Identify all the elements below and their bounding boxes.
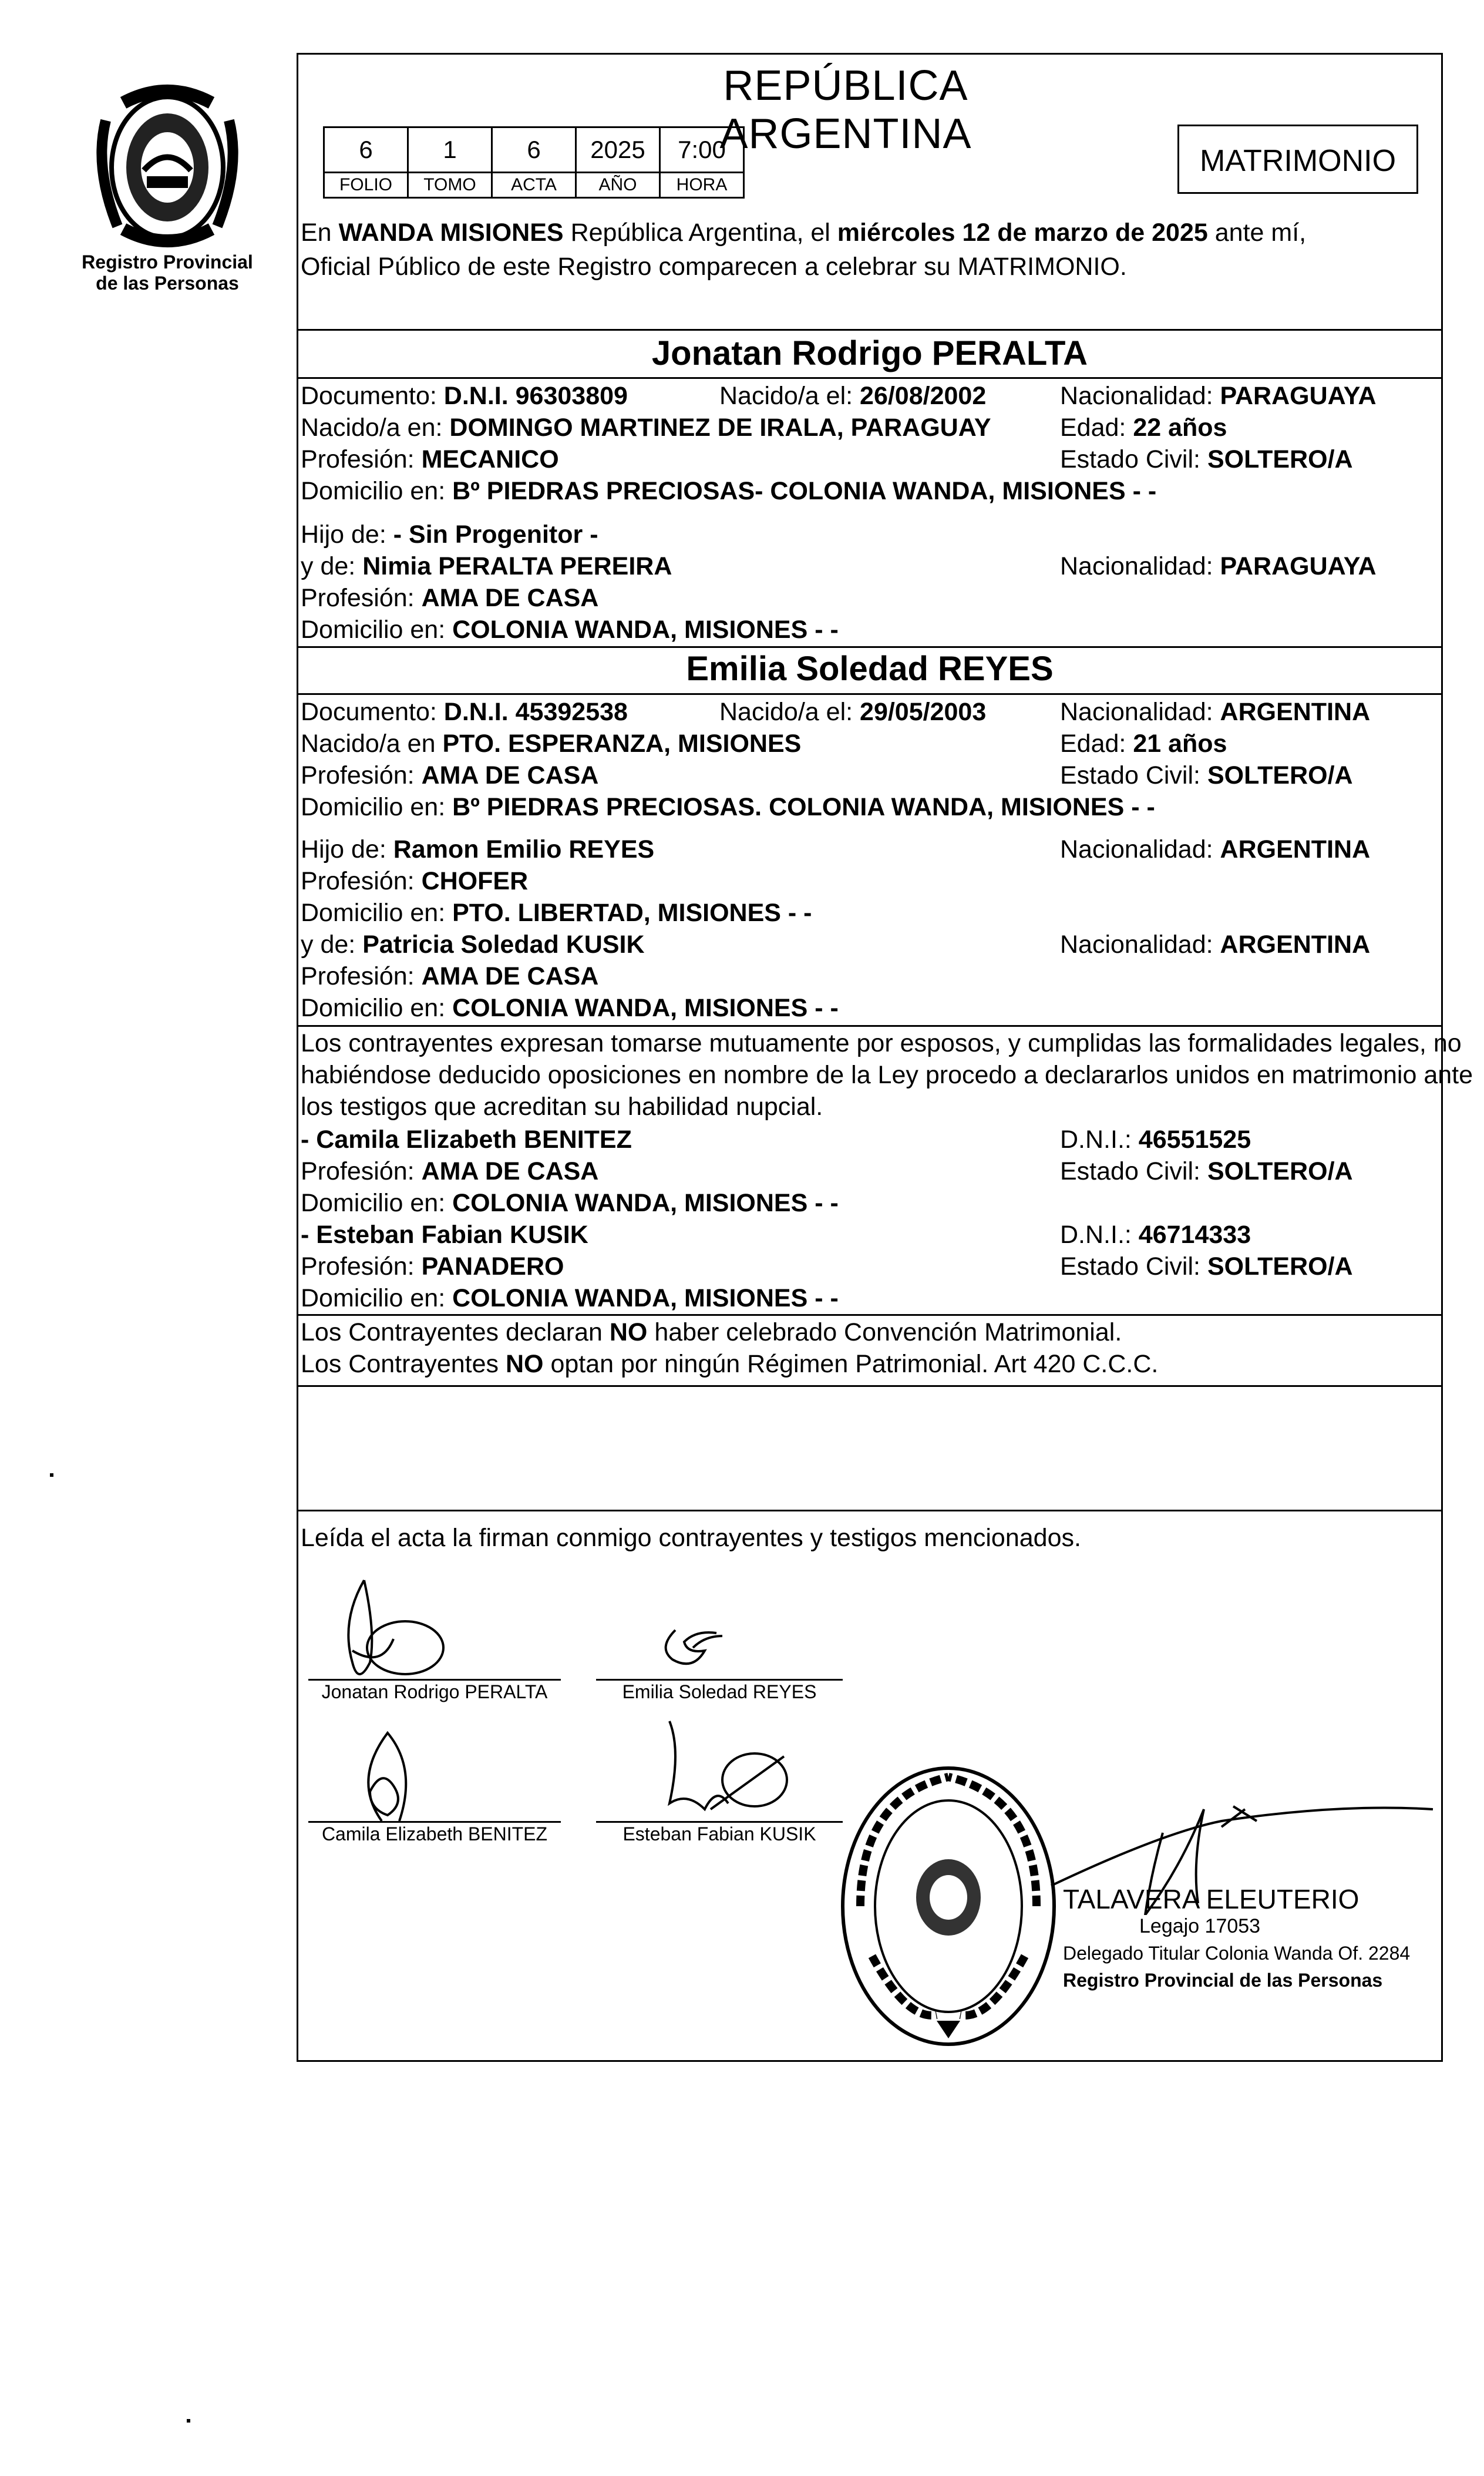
bride-signature-label: Emilia Soledad REYES	[622, 1681, 817, 1702]
convention-no: NO	[609, 1318, 648, 1346]
label: Nacido/a en	[301, 730, 436, 758]
bride-birthplace	[301, 727, 801, 760]
groom-name-title: Jonatan Rodrigo PERALTA	[651, 334, 1088, 372]
label: Domicilio en:	[301, 899, 446, 927]
label: Profesión:	[301, 867, 415, 895]
closing-statement: Leída el acta la firman conmigo contrayentes y testigos mencionados.	[301, 1524, 1081, 1552]
label: y de:	[301, 930, 356, 959]
folio-label: FOLIO	[324, 173, 408, 198]
witness2-civil-status	[1060, 1250, 1353, 1283]
witness1-profession-value: AMA DE CASA	[421, 1157, 599, 1185]
divider	[297, 693, 1443, 695]
declaration-line3: los testigos que acreditan su habilidad nupcial.	[301, 1093, 823, 1121]
witness1-dni	[1060, 1123, 1251, 1156]
bride-signature-line	[596, 1679, 843, 1681]
witness2-profession	[301, 1250, 564, 1283]
groom-signature-label: Jonatan Rodrigo PERALTA	[321, 1681, 548, 1702]
label: Profesión:	[301, 1252, 415, 1281]
groom-age-value: 22 años	[1133, 414, 1227, 442]
regime-text: optan por ningún Régimen Patrimonial. Art 420 C.C.C.	[550, 1350, 1159, 1378]
witness2-signature-label: Esteban Fabian KUSIK	[622, 1823, 816, 1845]
bride-father-address-value: PTO. LIBERTAD, MISIONES - -	[452, 899, 812, 927]
bride-birthplace-value: PTO. ESPERANZA, MISIONES	[442, 730, 802, 758]
declaration-line2: habiéndose deducido oposiciones en nombre de la Ley procedo a declararlos unidos en matrimonio ante	[301, 1061, 1473, 1089]
witness2-address-value: COLONIA WANDA, MISIONES - -	[452, 1284, 839, 1312]
groom-mother-profession	[301, 582, 598, 614]
intro-line1	[301, 216, 1306, 249]
bride-mother	[301, 928, 645, 961]
bride-civil-status	[1060, 759, 1353, 792]
intro-place: WANDA MISIONES	[338, 219, 564, 247]
bride-name-title: Emilia Soledad REYES	[686, 650, 1054, 688]
bride-mother-value: Patricia Soledad KUSIK	[362, 930, 645, 959]
label: D.N.I.:	[1060, 1221, 1132, 1249]
label: Nacido/a el:	[719, 382, 853, 410]
record-reference-grid	[323, 126, 745, 199]
label: Estado Civil:	[1060, 1252, 1200, 1281]
groom-birthplace	[301, 411, 991, 444]
witness2-dni-value: 46714333	[1138, 1221, 1251, 1249]
bride-father-nationality-value: ARGENTINA	[1220, 835, 1371, 864]
label: Estado Civil:	[1060, 445, 1200, 473]
registry-caption	[65, 251, 270, 294]
bride-birthdate-value: 29/05/2003	[860, 698, 987, 726]
bride-father-profession-value: CHOFER	[421, 867, 529, 895]
official-legajo: Legajo 17053	[1139, 1915, 1261, 1937]
witness2-profession-value: PANADERO	[421, 1252, 564, 1281]
scan-dot	[50, 1473, 53, 1477]
registry-caption-line2: de las Personas	[96, 273, 239, 294]
label: Nacido/a en:	[301, 414, 443, 442]
groom-profession	[301, 443, 559, 476]
groom-nationality-value: PARAGUAYA	[1220, 382, 1377, 410]
folio-value: 6	[324, 127, 408, 173]
intro-tail: ante mí,	[1214, 219, 1307, 247]
groom-mother-nationality-value: PARAGUAYA	[1220, 552, 1377, 580]
bride-profession	[301, 759, 598, 792]
divider	[297, 377, 1443, 379]
convention-text: Los Contrayentes declaran	[301, 1318, 603, 1346]
divider	[297, 1385, 1443, 1387]
witness1-profession	[301, 1155, 598, 1188]
bride-address-value: Bº PIEDRAS PRECIOSAS. COLONIA WANDA, MISIONES - -	[452, 793, 1155, 821]
official-name: TALAVERA ELEUTERIO	[1063, 1884, 1360, 1914]
bride-signature	[652, 1618, 734, 1677]
bride-father	[301, 833, 654, 866]
bride-mother-address	[301, 992, 839, 1024]
ano-label: AÑO	[576, 173, 660, 198]
bride-document	[301, 696, 628, 728]
hora-label: HORA	[660, 173, 744, 198]
label: Domicilio en:	[301, 1284, 446, 1312]
groom-profession-value: MECANICO	[421, 445, 559, 473]
label: Profesión:	[301, 445, 415, 473]
convention-line2	[301, 1348, 1158, 1380]
tomo-label: TOMO	[408, 173, 492, 198]
document-title: REPÚBLICA ARGENTINA	[719, 62, 972, 157]
label: Nacionalidad:	[1060, 382, 1213, 410]
bride-father-address	[301, 896, 812, 929]
bride-birthdate	[719, 696, 986, 728]
declaration-line1: Los contrayentes expresan tomarse mutuamente por esposos, y cumplidas las formalidades legales, no	[301, 1029, 1462, 1057]
groom-mother-address-value: COLONIA WANDA, MISIONES - -	[452, 616, 839, 644]
bride-civil-status-value: SOLTERO/A	[1207, 761, 1353, 790]
label: Estado Civil:	[1060, 761, 1200, 790]
label: D.N.I.:	[1060, 1126, 1132, 1154]
label: Domicilio en:	[301, 1189, 446, 1217]
witness2-signature	[652, 1715, 793, 1821]
label: Profesión:	[301, 761, 415, 790]
witness1-civil-status-value: SOLTERO/A	[1207, 1157, 1353, 1185]
label: Hijo de:	[301, 520, 386, 549]
witness1-signature-line	[308, 1821, 561, 1823]
registry-crest-logo	[82, 79, 253, 256]
regime-text: Los Contrayentes	[301, 1350, 499, 1378]
label: Estado Civil:	[1060, 1157, 1200, 1185]
witness2-civil-status-value: SOLTERO/A	[1207, 1252, 1353, 1281]
groom-mother-address	[301, 613, 839, 646]
label: Hijo de:	[301, 835, 386, 864]
bride-mother-profession-value: AMA DE CASA	[421, 962, 599, 990]
groom-address	[301, 475, 1156, 508]
witness1-civil-status	[1060, 1155, 1353, 1188]
regime-no: NO	[505, 1350, 544, 1378]
label: Documento:	[301, 698, 437, 726]
label: Documento:	[301, 382, 437, 410]
label: Edad:	[1060, 414, 1126, 442]
label: y de:	[301, 552, 356, 580]
bride-age-value: 21 años	[1133, 730, 1227, 758]
groom-birthdate-value: 26/08/2002	[860, 382, 987, 410]
groom-father-value: - Sin Progenitor -	[393, 520, 598, 549]
intro-en: En	[301, 219, 332, 247]
groom-civil-status	[1060, 443, 1353, 476]
label: Profesión:	[301, 1157, 415, 1185]
label: Profesión:	[301, 584, 415, 612]
groom-age	[1060, 411, 1227, 444]
groom-mother-profession-value: AMA DE CASA	[421, 584, 599, 612]
witness2-name-value: - Esteban Fabian KUSIK	[301, 1221, 588, 1249]
acta-label: ACTA	[492, 173, 576, 198]
label: Nacionalidad:	[1060, 552, 1213, 580]
intro-country: República Argentina, el	[570, 219, 830, 247]
witness1-address-value: COLONIA WANDA, MISIONES - -	[452, 1189, 839, 1217]
witness2-signature-line	[596, 1821, 843, 1823]
groom-birthplace-value: DOMINGO MARTINEZ DE IRALA, PARAGUAY	[449, 414, 991, 442]
groom-dni: D.N.I. 96303809	[443, 382, 628, 410]
divider	[297, 1510, 1443, 1511]
official-stamp-text	[1063, 1886, 1410, 1994]
bride-mother-nationality	[1060, 928, 1370, 961]
tomo-value: 1	[408, 127, 492, 173]
official-office: Registro Provincial de las Personas	[1063, 1970, 1383, 1991]
groom-mother-nationality	[1060, 550, 1377, 583]
registry-seal-stamp	[837, 1762, 1060, 2050]
label: Nacionalidad:	[1060, 930, 1213, 959]
bride-age	[1060, 727, 1227, 760]
witness2-address	[301, 1282, 839, 1315]
groom-civil-status-value: SOLTERO/A	[1207, 445, 1353, 473]
scan-dot	[187, 2419, 190, 2423]
bride-father-value: Ramon Emilio REYES	[393, 835, 655, 864]
groom-document	[301, 379, 628, 412]
intro-line2: Oficial Público de este Registro comparecen a celebrar su MATRIMONIO.	[301, 253, 1127, 281]
bride-profession-value: AMA DE CASA	[421, 761, 599, 790]
witness1-signature-label: Camila Elizabeth BENITEZ	[321, 1823, 548, 1845]
hora-value: 7:00	[660, 127, 744, 173]
groom-birthdate	[719, 379, 986, 412]
groom-signature	[329, 1574, 458, 1692]
groom-nationality	[1060, 379, 1377, 412]
acta-value: 6	[492, 127, 576, 173]
witness1-address	[301, 1187, 839, 1219]
label: Domicilio en:	[301, 616, 446, 644]
label: Nacido/a el:	[719, 698, 853, 726]
bride-mother-address-value: COLONIA WANDA, MISIONES - -	[452, 994, 839, 1022]
divider	[297, 329, 1443, 331]
bride-father-nationality	[1060, 833, 1370, 866]
label: Domicilio en:	[301, 477, 446, 505]
bride-mother-nationality-value: ARGENTINA	[1220, 930, 1371, 959]
act-type-badge: MATRIMONIO	[1177, 125, 1418, 194]
label: Edad:	[1060, 730, 1126, 758]
groom-father	[301, 518, 598, 551]
bride-mother-profession	[301, 960, 598, 993]
groom-address-value: Bº PIEDRAS PRECIOSAS- COLONIA WANDA, MISIONES - -	[452, 477, 1157, 505]
official-role: Delegado Titular Colonia Wanda Of. 2284	[1063, 1943, 1411, 1964]
bride-address	[301, 791, 1155, 824]
ano-value: 2025	[576, 127, 660, 173]
groom-mother	[301, 550, 672, 583]
bride-nationality	[1060, 696, 1370, 728]
label: Domicilio en:	[301, 994, 446, 1022]
groom-signature-line	[308, 1679, 561, 1681]
bride-nationality-value: ARGENTINA	[1220, 698, 1371, 726]
intro-date: miércoles 12 de marzo de 2025	[837, 219, 1208, 247]
witness1-name	[301, 1123, 632, 1156]
label: Nacionalidad:	[1060, 698, 1213, 726]
bride-father-profession	[301, 865, 528, 898]
bride-dni: D.N.I. 45392538	[443, 698, 628, 726]
witness1-dni-value: 46551525	[1138, 1126, 1251, 1154]
label: Nacionalidad:	[1060, 835, 1213, 864]
registry-caption-line1: Registro Provincial	[82, 251, 253, 273]
groom-mother-value: Nimia PERALTA PEREIRA	[362, 552, 672, 580]
divider	[297, 646, 1443, 648]
witness1-name-value: - Camila Elizabeth BENITEZ	[301, 1126, 632, 1154]
witness2-name	[301, 1218, 588, 1251]
convention-line1	[301, 1316, 1122, 1349]
label: Profesión:	[301, 962, 415, 990]
witness1-signature	[346, 1721, 440, 1827]
witness2-dni	[1060, 1218, 1251, 1251]
convention-text: haber celebrado Convención Matrimonial.	[654, 1318, 1122, 1346]
label: Domicilio en:	[301, 793, 446, 821]
